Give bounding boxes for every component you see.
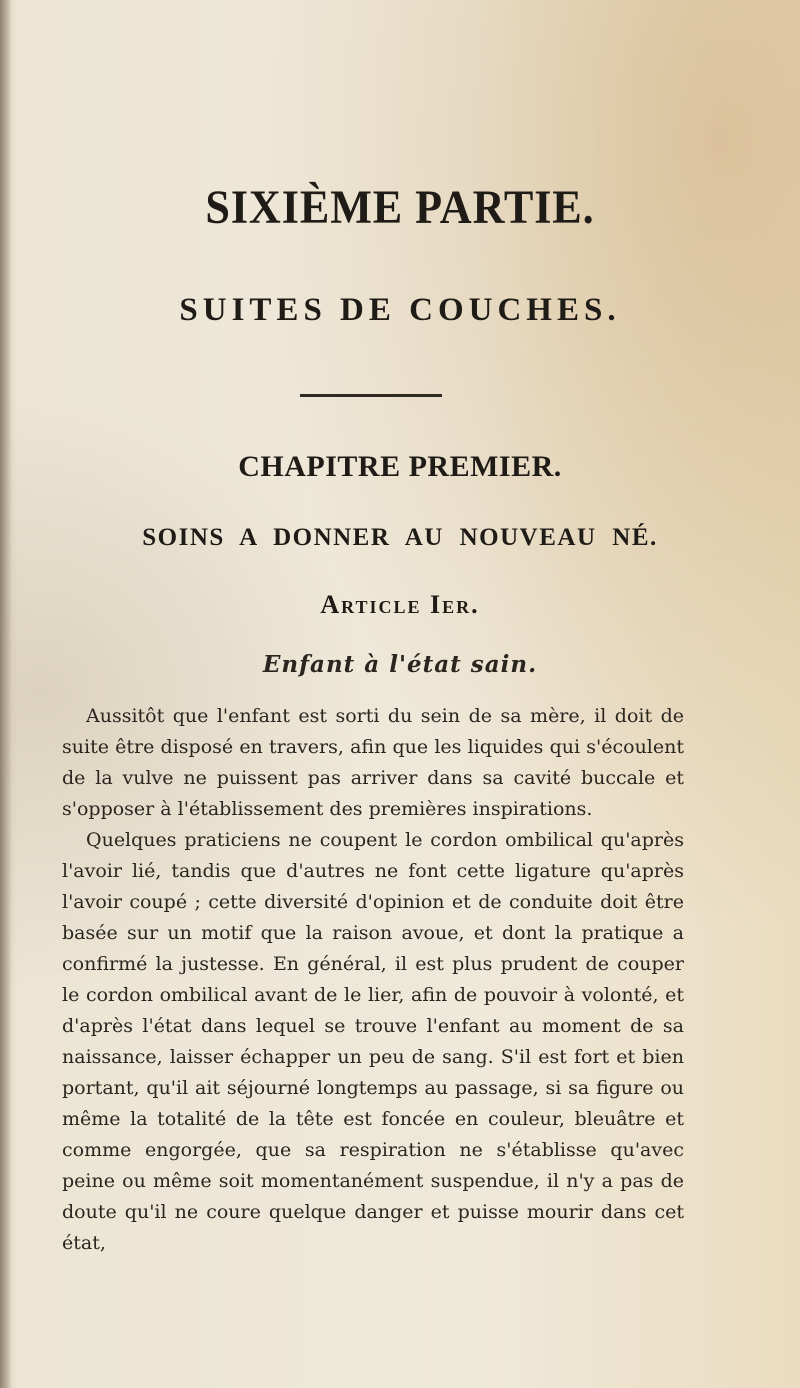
part-subtitle: SUITES DE COUCHES. (179, 292, 621, 328)
divider-rule (300, 394, 442, 397)
paragraph-1: Aussitôt que l'enfant est sorti du sein de sa mère, il doit de suite être disposé en travers, afin que les liquides qui s'écoulent de la vulve ne puissent pas arriver dans sa cavité buccale et s'opposer à l'établissement des premières inspirations. (62, 705, 684, 820)
article-heading: Article Ier. (320, 590, 480, 619)
part-title: SIXIÈME PARTIE. (205, 181, 595, 234)
chapter-subtitle: SOINS A DONNER AU NOUVEAU NÉ. (142, 524, 658, 551)
paragraph-2: Quelques praticiens ne coupent le cordon ombilical qu'après l'avoir lié, tandis que d'autres ne font cette ligature qu'après l'avoir coupé ; cette diversité d'opinion et de conduite doit être basée sur un motif que la raison avoue, et dont la pratique a confirmé la justesse. En général, il est plus prudent de couper le cordon ombilical avant de le lier, afin de pouvoir à volonté, et d'après l'état dans lequel se trouve l'enfant au moment de sa naissance, laisser échapper un peu de sang. S'il est fort et bien portant, qu'il ait séjourné longtemps au passage, si sa figure ou même la totalité de la tête est foncée en couleur, bleuâtre et comme engorgée, que sa respiration ne s'établisse qu'avec peine ou même soit momentanément suspendue, il n'y a pas de doute qu'il ne coure quelque danger et puisse mourir dans cet état, (62, 829, 684, 1254)
body-text (62, 701, 684, 1259)
section-title: Enfant à l'état sain. (262, 651, 538, 678)
chapter-title: CHAPITRE PREMIER. (238, 450, 562, 483)
